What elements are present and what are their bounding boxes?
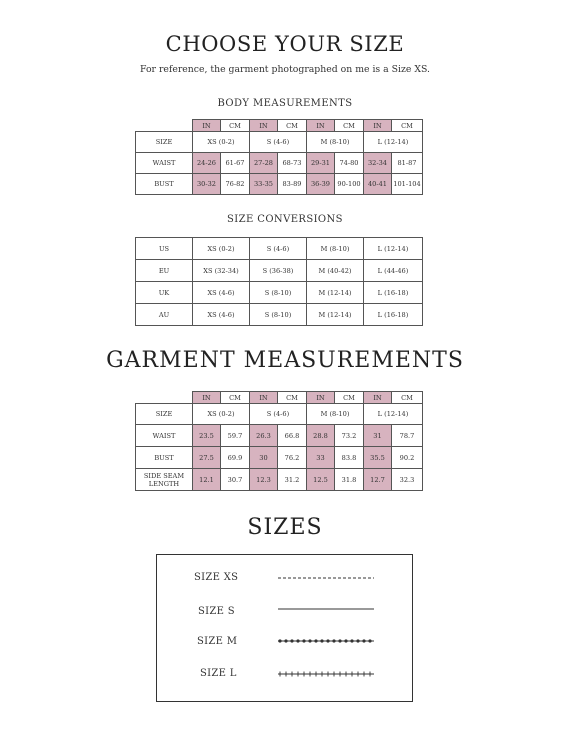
empty-corner-cell bbox=[136, 392, 193, 404]
value-cell: 83.8 bbox=[335, 447, 364, 469]
row-label: UK bbox=[136, 282, 193, 304]
value-cell: 61-67 bbox=[221, 153, 250, 174]
value-cell: 90-100 bbox=[335, 174, 364, 195]
value-cell: 24-26 bbox=[193, 153, 221, 174]
value-cell: 76-82 bbox=[221, 174, 250, 195]
size-cell: L (16-18) bbox=[364, 304, 423, 326]
value-cell: 23.5 bbox=[193, 425, 221, 447]
size-cell: XS (4-6) bbox=[193, 282, 250, 304]
value-cell: 30-32 bbox=[193, 174, 221, 195]
value-cell: 32.3 bbox=[392, 469, 423, 491]
size-conversions-heading: SIZE CONVERSIONS bbox=[227, 214, 343, 225]
table-row bbox=[136, 174, 423, 195]
value-cell: 30 bbox=[250, 447, 278, 469]
garment-measurements-table bbox=[135, 391, 423, 491]
value-cell: 59.7 bbox=[221, 425, 250, 447]
value-cell: 83-89 bbox=[278, 174, 307, 195]
value-cell: 30.7 bbox=[221, 469, 250, 491]
size-cell: XS (4-6) bbox=[193, 304, 250, 326]
value-cell: 68-73 bbox=[278, 153, 307, 174]
unit-header-cell: IN bbox=[364, 120, 392, 132]
value-cell: 35.5 bbox=[364, 447, 392, 469]
table-row bbox=[136, 260, 423, 282]
unit-header-cell: CM bbox=[335, 392, 364, 404]
value-cell: 26.3 bbox=[250, 425, 278, 447]
value-cell: 90.2 bbox=[392, 447, 423, 469]
size-l-label: SIZE L bbox=[200, 668, 237, 679]
value-cell: 31 bbox=[364, 425, 392, 447]
unit-header-cell: IN bbox=[307, 392, 335, 404]
size-cell: M (40-42) bbox=[307, 260, 364, 282]
value-cell: 31.8 bbox=[335, 469, 364, 491]
size-cell: S (8-10) bbox=[250, 282, 307, 304]
size-cell: M (12-14) bbox=[307, 304, 364, 326]
size-cell: S (4-6) bbox=[250, 404, 307, 425]
unit-header-cell: CM bbox=[392, 120, 423, 132]
size-cell: L (12-14) bbox=[364, 238, 423, 260]
table-row bbox=[136, 304, 423, 326]
unit-header-cell: CM bbox=[221, 120, 250, 132]
page-subtitle: For reference, the garment photographed on me is a Size XS. bbox=[140, 64, 430, 75]
unit-header-cell: IN bbox=[307, 120, 335, 132]
table-row bbox=[136, 425, 423, 447]
value-cell: 31.2 bbox=[278, 469, 307, 491]
page-title: CHOOSE YOUR SIZE bbox=[165, 32, 405, 56]
size-cell: L (44-46) bbox=[364, 260, 423, 282]
row-label: BUST bbox=[136, 447, 193, 469]
size-cell: M (8-10) bbox=[307, 132, 364, 153]
body-measurements-heading: BODY MEASUREMENTS bbox=[217, 98, 353, 109]
unit-header-cell: IN bbox=[364, 392, 392, 404]
size-cell: M (12-14) bbox=[307, 282, 364, 304]
value-cell: 78.7 bbox=[392, 425, 423, 447]
unit-header-cell: CM bbox=[278, 392, 307, 404]
size-cell: M (8-10) bbox=[307, 238, 364, 260]
size-s-solid-line bbox=[278, 603, 374, 615]
size-xs-label: SIZE XS bbox=[194, 572, 239, 583]
size-cell: L (12-14) bbox=[364, 404, 423, 425]
body-measurements-table bbox=[135, 119, 423, 195]
size-cell: XS (0-2) bbox=[193, 404, 250, 425]
unit-header-cell: IN bbox=[250, 392, 278, 404]
value-cell: 27.5 bbox=[193, 447, 221, 469]
size-cell: XS (0-2) bbox=[193, 132, 250, 153]
size-cell: XS (32-34) bbox=[193, 260, 250, 282]
row-label: BUST bbox=[136, 174, 193, 195]
size-cell: L (12-14) bbox=[364, 132, 423, 153]
value-cell: 27-28 bbox=[250, 153, 278, 174]
table-row bbox=[136, 132, 423, 153]
row-label: US bbox=[136, 238, 193, 260]
value-cell: 73.2 bbox=[335, 425, 364, 447]
sizes-heading: SIZES bbox=[247, 515, 323, 540]
table-row bbox=[136, 153, 423, 174]
value-cell: 29-31 bbox=[307, 153, 335, 174]
empty-corner-cell bbox=[136, 120, 193, 132]
size-cell: XS (0-2) bbox=[193, 238, 250, 260]
table-row bbox=[136, 469, 423, 491]
size-xs-dashed-line bbox=[278, 572, 374, 584]
value-cell: 12.3 bbox=[250, 469, 278, 491]
size-s-label: SIZE S bbox=[198, 606, 235, 617]
size-cell: S (8-10) bbox=[250, 304, 307, 326]
unit-header-cell: IN bbox=[250, 120, 278, 132]
size-cell: S (4-6) bbox=[250, 238, 307, 260]
value-cell: 76.2 bbox=[278, 447, 307, 469]
unit-header-cell: CM bbox=[392, 392, 423, 404]
size-l-plus-line bbox=[278, 668, 374, 680]
garment-measurements-heading: GARMENT MEASUREMENTS bbox=[106, 348, 464, 373]
table-row bbox=[136, 447, 423, 469]
value-cell: 28.8 bbox=[307, 425, 335, 447]
value-cell: 74-80 bbox=[335, 153, 364, 174]
unit-header-cell: IN bbox=[193, 392, 221, 404]
size-m-dotted-line bbox=[278, 635, 374, 647]
size-m-label: SIZE M bbox=[197, 636, 238, 647]
unit-header-cell: IN bbox=[193, 120, 221, 132]
unit-header-cell: CM bbox=[278, 120, 307, 132]
row-label: SIZE bbox=[136, 404, 193, 425]
row-label: AU bbox=[136, 304, 193, 326]
size-conversions-table bbox=[135, 237, 423, 326]
table-row bbox=[136, 238, 423, 260]
row-label: SIZE bbox=[136, 132, 193, 153]
value-cell: 33 bbox=[307, 447, 335, 469]
value-cell: 33-35 bbox=[250, 174, 278, 195]
unit-header-cell: CM bbox=[335, 120, 364, 132]
value-cell: 32-34 bbox=[364, 153, 392, 174]
unit-header-row bbox=[136, 392, 423, 404]
table-row bbox=[136, 404, 423, 425]
row-label: WAIST bbox=[136, 425, 193, 447]
value-cell: 40-41 bbox=[364, 174, 392, 195]
value-cell: 12.7 bbox=[364, 469, 392, 491]
value-cell: 81-87 bbox=[392, 153, 423, 174]
row-label: WAIST bbox=[136, 153, 193, 174]
table-row bbox=[136, 282, 423, 304]
value-cell: 36-39 bbox=[307, 174, 335, 195]
size-cell: M (8-10) bbox=[307, 404, 364, 425]
size-cell: S (4-6) bbox=[250, 132, 307, 153]
row-label: SIDE SEAM LENGTH bbox=[136, 469, 193, 491]
unit-header-cell: CM bbox=[221, 392, 250, 404]
value-cell: 66.8 bbox=[278, 425, 307, 447]
row-label: EU bbox=[136, 260, 193, 282]
size-cell: L (16-18) bbox=[364, 282, 423, 304]
value-cell: 69.9 bbox=[221, 447, 250, 469]
value-cell: 12.1 bbox=[193, 469, 221, 491]
value-cell: 101-104 bbox=[392, 174, 423, 195]
unit-header-row bbox=[136, 120, 423, 132]
size-cell: S (36-38) bbox=[250, 260, 307, 282]
value-cell: 12.5 bbox=[307, 469, 335, 491]
